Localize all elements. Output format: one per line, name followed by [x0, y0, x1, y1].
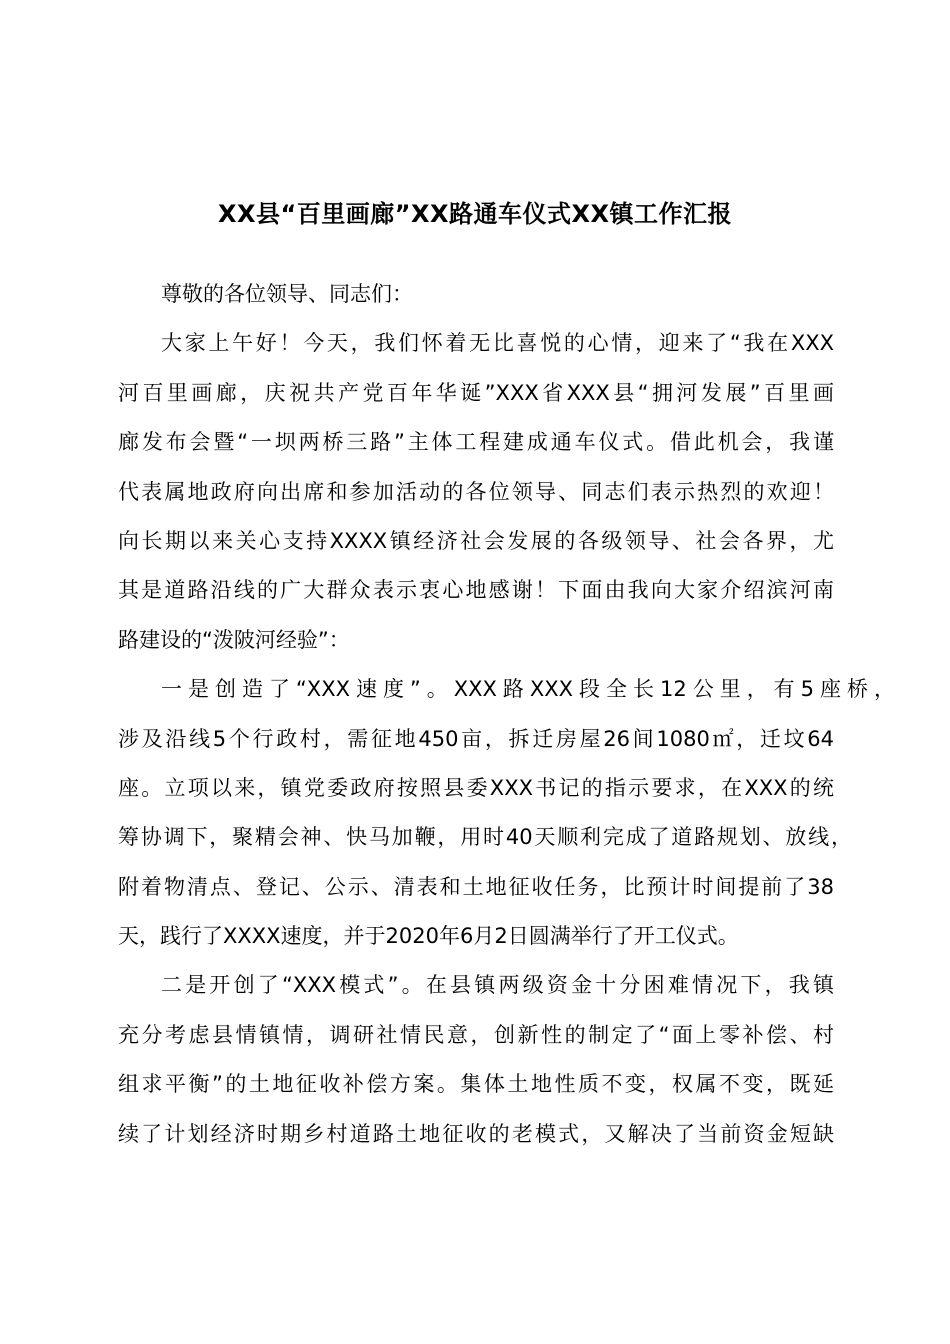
- paragraph-1-line-5: 向长期以来关心支持XXXX镇经济社会发展的各级领导、社会各界，尤: [118, 528, 834, 553]
- paragraph-2-line-2: 涉及沿线5个行政村，需征地450亩，拆迁房屋26间1080㎡，迁坟64: [118, 726, 834, 751]
- document-title: XX县“百里画廊”XX路通车仪式XX镇工作汇报: [217, 200, 733, 228]
- paragraph-3-line-4: 续了计划经济时期乡村道路土地征收的老模式，又解决了当前资金短缺: [118, 1121, 834, 1146]
- paragraph-1-line-4: 代表属地政府向出席和参加活动的各位领导、同志们表示热烈的欢迎！: [118, 479, 834, 504]
- paragraph-3-line-1: 二是开创了“XXX模式”。在县镇两级资金十分困难情况下，我镇: [161, 973, 834, 998]
- paragraph-1-line-6: 其是道路沿线的广大群众表示衷心地感谢！下面由我向大家介绍滨河南: [118, 578, 834, 603]
- paragraph-2-line-5: 附着物清点、登记、公示、清表和土地征收任务，比预计时间提前了38: [118, 874, 834, 899]
- paragraph-1-line-1: 大家上午好！今天，我们怀着无比喜悦的心情，迎来了“我在XXX: [161, 331, 834, 356]
- document-body: [118, 270, 895, 1159]
- paragraph-3-line-3: 组求平衡”的土地征收补偿方案。集体土地性质不变，权属不变，既延: [118, 1072, 834, 1097]
- paragraph-2-line-3: 座。立项以来，镇党委政府按照县委XXX书记的指示要求，在XXX的统: [118, 775, 834, 800]
- paragraph-1-line-3: 廊发布会暨“一坝两桥三路”主体工程建成通车仪式。借此机会，我谨: [118, 430, 834, 455]
- paragraph-1-line-7: 路建设的“泼陂河经验”：: [118, 627, 350, 652]
- paragraph-2-line-4: 筹协调下，聚精会神、快马加鞭，用时40天顺利完成了道路规划、放线，: [118, 825, 852, 850]
- paragraph-2-line-6: 天，践行了XXXX速度，并于2020年6月2日圆满举行了开工仪式。: [118, 924, 739, 949]
- paragraph-3-line-2: 充分考虑县情镇情，调研社情民意，创新性的制定了“面上零补偿、村: [118, 1022, 834, 1047]
- paragraph-1-line-2: 河百里画廊，庆祝共产党百年华诞”XXX省XXX县“拥河发展”百里画: [118, 380, 834, 405]
- salutation-line: 尊敬的各位领导、同志们：: [161, 282, 413, 306]
- paragraph-2-line-1: 一是创造了“XXX速度”。XXX路XXX段全长12公里，有5座桥，: [161, 677, 895, 702]
